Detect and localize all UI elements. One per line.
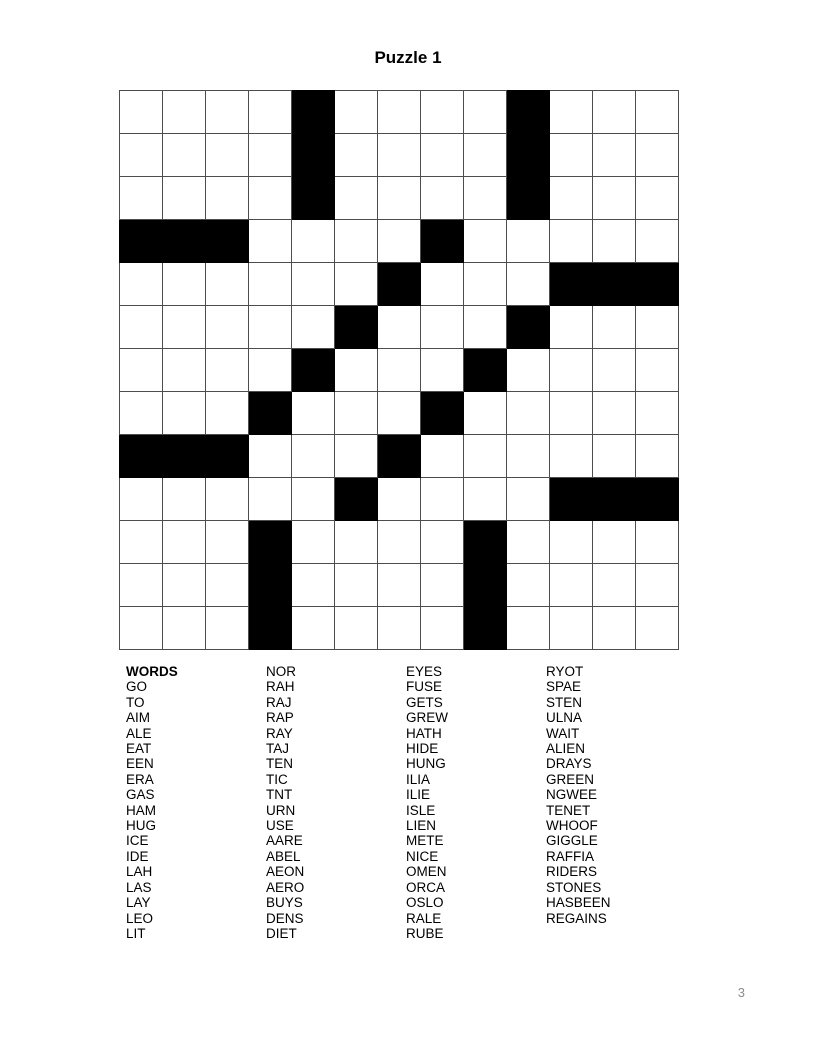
word-list-item: RUBE	[406, 925, 444, 941]
grid-cell-open[interactable]	[378, 392, 421, 435]
grid-cell-open[interactable]	[335, 263, 378, 306]
word-list-item: RIDERS	[546, 864, 598, 880]
word-list-item: ULNA	[546, 710, 583, 726]
grid-cell-block	[163, 435, 206, 478]
grid-cell-block	[163, 220, 206, 263]
word-list-item: TENET	[546, 802, 591, 818]
grid-row	[120, 392, 679, 435]
grid-cell-open[interactable]	[421, 177, 464, 220]
grid-cell-open[interactable]	[292, 220, 335, 263]
word-list-item: RYOT	[546, 664, 584, 679]
word-list-item: GIGGLE	[546, 833, 598, 849]
crossword-grid	[119, 90, 679, 650]
grid-cell-open[interactable]	[206, 349, 249, 392]
word-list-column	[266, 664, 406, 941]
grid-cell-block	[636, 263, 679, 306]
grid-cell-block	[120, 220, 163, 263]
grid-cell-open[interactable]	[636, 564, 679, 607]
grid-cell-open[interactable]	[335, 177, 378, 220]
word-list-item: ABEL	[266, 848, 301, 864]
grid-cell-open[interactable]	[120, 134, 163, 177]
grid-cell-open[interactable]	[464, 306, 507, 349]
grid-cell-open[interactable]	[120, 349, 163, 392]
grid-cell-block	[550, 478, 593, 521]
word-list-item: AEON	[266, 864, 305, 880]
grid-row	[120, 478, 679, 521]
word-list-item: DRAYS	[546, 756, 592, 772]
grid-cell-open[interactable]	[593, 91, 636, 134]
word-list-item: GREW	[406, 710, 448, 726]
grid-cell-open[interactable]	[550, 91, 593, 134]
grid-cell-open[interactable]	[292, 435, 335, 478]
grid-cell-block	[292, 349, 335, 392]
grid-cell-open[interactable]	[507, 220, 550, 263]
word-list-item: HIDE	[406, 741, 439, 757]
word-list-item: DIET	[266, 925, 297, 941]
word-list-column	[406, 664, 546, 941]
word-list-item: AARE	[266, 833, 303, 849]
grid-cell-open[interactable]	[120, 91, 163, 134]
grid-row	[120, 564, 679, 607]
word-list-item: TO	[126, 694, 145, 710]
word-list-item: WHOOF	[546, 818, 598, 834]
grid-cell-block	[249, 564, 292, 607]
grid-cell-open[interactable]	[335, 521, 378, 564]
grid-cell-open[interactable]	[636, 177, 679, 220]
grid-cell-open[interactable]	[249, 478, 292, 521]
grid-cell-open[interactable]	[292, 263, 335, 306]
word-list-item: RAY	[266, 725, 293, 741]
grid-cell-open[interactable]	[378, 220, 421, 263]
word-list-item: STEN	[546, 694, 583, 710]
grid-cell-block	[120, 435, 163, 478]
grid-cell-block	[421, 220, 464, 263]
grid-cell-open[interactable]	[206, 392, 249, 435]
word-list-item: WAIT	[546, 725, 580, 741]
grid-cell-open[interactable]	[163, 134, 206, 177]
grid-cell-open[interactable]	[378, 521, 421, 564]
grid-cell-open[interactable]	[421, 607, 464, 650]
grid-cell-block	[421, 392, 464, 435]
word-list-item: HASBEEN	[546, 895, 611, 911]
grid-cell-open[interactable]	[120, 306, 163, 349]
grid-cell-block	[636, 478, 679, 521]
grid-cell-block	[378, 435, 421, 478]
grid-cell-open[interactable]	[593, 521, 636, 564]
grid-cell-open[interactable]	[550, 220, 593, 263]
grid-cell-open[interactable]	[464, 435, 507, 478]
grid-cell-block	[249, 392, 292, 435]
grid-cell-open[interactable]	[507, 478, 550, 521]
word-list-item: EEN	[126, 756, 154, 772]
grid-cell-open[interactable]	[550, 564, 593, 607]
grid-cell-block	[593, 263, 636, 306]
grid-cell-open[interactable]	[163, 521, 206, 564]
grid-cell-open[interactable]	[163, 263, 206, 306]
grid-cell-open[interactable]	[507, 564, 550, 607]
grid-row	[120, 435, 679, 478]
grid-cell-open[interactable]	[464, 392, 507, 435]
grid-cell-open[interactable]	[550, 306, 593, 349]
grid-cell-open[interactable]	[593, 392, 636, 435]
grid-cell-open[interactable]	[464, 134, 507, 177]
word-list-item: REGAINS	[546, 910, 607, 926]
grid-cell-block	[464, 521, 507, 564]
grid-cell-block	[507, 306, 550, 349]
grid-cell-open[interactable]	[163, 564, 206, 607]
grid-cell-open[interactable]	[464, 91, 507, 134]
grid-cell-open[interactable]	[421, 478, 464, 521]
word-list-item: ILIA	[406, 771, 431, 787]
grid-cell-open[interactable]	[335, 134, 378, 177]
grid-cell-open[interactable]	[249, 91, 292, 134]
grid-cell-open[interactable]	[378, 607, 421, 650]
grid-cell-open[interactable]	[507, 392, 550, 435]
grid-cell-open[interactable]	[378, 564, 421, 607]
grid-cell-open[interactable]	[636, 392, 679, 435]
word-list-item: FUSE	[406, 679, 443, 695]
grid-cell-open[interactable]	[421, 306, 464, 349]
word-list-item: URN	[266, 802, 296, 818]
grid-cell-open[interactable]	[421, 91, 464, 134]
grid-cell-open[interactable]	[120, 564, 163, 607]
grid-row	[120, 220, 679, 263]
grid-row	[120, 349, 679, 392]
grid-cell-open[interactable]	[206, 607, 249, 650]
word-list-item: HATH	[406, 725, 442, 741]
grid-cell-open[interactable]	[636, 435, 679, 478]
grid-cell-open[interactable]	[335, 564, 378, 607]
grid-row	[120, 263, 679, 306]
grid-cell-block	[292, 177, 335, 220]
grid-cell-open[interactable]	[163, 478, 206, 521]
grid-cell-open[interactable]	[550, 392, 593, 435]
grid-cell-open[interactable]	[636, 306, 679, 349]
word-list-item: METE	[406, 833, 444, 849]
grid-cell-open[interactable]	[507, 607, 550, 650]
grid-cell-block	[550, 263, 593, 306]
word-list-item: TIC	[266, 771, 288, 787]
grid-row	[120, 134, 679, 177]
word-list-item: LEO	[126, 910, 154, 926]
word-list-item: GO	[126, 679, 148, 695]
word-list-item: RALE	[406, 910, 442, 926]
grid-cell-open[interactable]	[120, 521, 163, 564]
word-list-item: ORCA	[406, 879, 446, 895]
grid-cell-open[interactable]	[206, 134, 249, 177]
grid-cell-open[interactable]	[206, 177, 249, 220]
word-list-item: LAY	[126, 895, 151, 911]
grid-cell-open[interactable]	[120, 478, 163, 521]
grid-cell-open[interactable]	[163, 607, 206, 650]
grid-cell-open[interactable]	[636, 521, 679, 564]
grid-cell-open[interactable]	[335, 392, 378, 435]
grid-cell-open[interactable]	[120, 177, 163, 220]
grid-cell-open[interactable]	[206, 521, 249, 564]
grid-cell-open[interactable]	[249, 306, 292, 349]
grid-cell-open[interactable]	[249, 349, 292, 392]
grid-cell-open[interactable]	[249, 134, 292, 177]
word-list-heading: WORDS	[126, 664, 178, 679]
word-list-item: HAM	[126, 802, 156, 818]
grid-cell-block	[507, 91, 550, 134]
word-list-item: OMEN	[406, 864, 447, 880]
grid-cell-open[interactable]	[507, 521, 550, 564]
grid-cell-open[interactable]	[550, 435, 593, 478]
grid-cell-block	[292, 134, 335, 177]
grid-cell-open[interactable]	[550, 521, 593, 564]
word-list-item: LAH	[126, 864, 153, 880]
word-list-item: GREEN	[546, 771, 595, 787]
crossword-grid-body	[120, 91, 679, 650]
word-list-item: AERO	[266, 879, 305, 895]
grid-cell-block	[378, 263, 421, 306]
grid-cell-open[interactable]	[636, 134, 679, 177]
word-list-column	[546, 664, 686, 926]
page-title: Puzzle 1	[374, 48, 442, 67]
grid-cell-block	[292, 91, 335, 134]
grid-cell-open[interactable]	[636, 349, 679, 392]
grid-cell-open[interactable]	[507, 263, 550, 306]
grid-cell-open[interactable]	[206, 306, 249, 349]
grid-cell-open[interactable]	[292, 607, 335, 650]
grid-cell-block	[206, 435, 249, 478]
grid-cell-open[interactable]	[292, 392, 335, 435]
word-list-item: LAS	[126, 879, 152, 895]
word-list-item: RAH	[266, 679, 295, 695]
grid-cell-open[interactable]	[249, 263, 292, 306]
grid-cell-open[interactable]	[378, 134, 421, 177]
grid-cell-block	[464, 564, 507, 607]
grid-cell-block	[464, 349, 507, 392]
grid-cell-open[interactable]	[593, 607, 636, 650]
grid-row	[120, 177, 679, 220]
grid-cell-open[interactable]	[378, 478, 421, 521]
grid-cell-open[interactable]	[249, 220, 292, 263]
grid-cell-open[interactable]	[421, 134, 464, 177]
grid-cell-open[interactable]	[464, 478, 507, 521]
word-list	[126, 664, 726, 941]
grid-cell-block	[507, 134, 550, 177]
word-list-item: LIEN	[406, 818, 437, 834]
word-list-item: ICE	[126, 833, 149, 849]
grid-cell-open[interactable]	[636, 607, 679, 650]
grid-cell-open[interactable]	[550, 607, 593, 650]
grid-cell-open[interactable]	[335, 91, 378, 134]
grid-cell-open[interactable]	[507, 435, 550, 478]
grid-cell-block	[335, 478, 378, 521]
word-list-column	[126, 664, 266, 941]
grid-cell-block	[335, 306, 378, 349]
grid-cell-open[interactable]	[593, 349, 636, 392]
grid-cell-open[interactable]	[335, 607, 378, 650]
word-list-item: ERA	[126, 771, 154, 787]
grid-row	[120, 607, 679, 650]
grid-cell-open[interactable]	[593, 220, 636, 263]
grid-cell-open[interactable]	[378, 177, 421, 220]
word-list-item: RAFFIA	[546, 848, 595, 864]
grid-cell-open[interactable]	[120, 392, 163, 435]
word-list-item: GETS	[406, 694, 443, 710]
grid-cell-open[interactable]	[421, 564, 464, 607]
word-list-item: ALIEN	[546, 741, 586, 757]
word-list-item: NGWEE	[546, 787, 598, 803]
grid-cell-open[interactable]	[593, 435, 636, 478]
grid-cell-open[interactable]	[163, 306, 206, 349]
word-list-item: IDE	[126, 848, 149, 864]
crossword-grid-table	[119, 90, 679, 650]
grid-cell-open[interactable]	[550, 134, 593, 177]
word-list-item: RAJ	[266, 694, 292, 710]
grid-cell-open[interactable]	[120, 607, 163, 650]
grid-cell-open[interactable]	[636, 220, 679, 263]
grid-cell-open[interactable]	[206, 263, 249, 306]
grid-row	[120, 91, 679, 134]
grid-cell-open[interactable]	[421, 349, 464, 392]
grid-cell-open[interactable]	[206, 564, 249, 607]
grid-cell-open[interactable]	[206, 91, 249, 134]
grid-cell-open[interactable]	[421, 263, 464, 306]
grid-cell-block	[464, 607, 507, 650]
word-list-item: SPAE	[546, 679, 582, 695]
word-list-item: TAJ	[266, 741, 289, 757]
grid-row	[120, 306, 679, 349]
grid-cell-open[interactable]	[335, 220, 378, 263]
grid-cell-block	[593, 478, 636, 521]
grid-cell-open[interactable]	[378, 349, 421, 392]
grid-cell-open[interactable]	[550, 177, 593, 220]
grid-cell-block	[249, 607, 292, 650]
word-list-item: TNT	[266, 787, 293, 803]
grid-cell-open[interactable]	[464, 220, 507, 263]
grid-cell-open[interactable]	[378, 306, 421, 349]
word-list-item: DENS	[266, 910, 304, 926]
grid-cell-open[interactable]	[163, 392, 206, 435]
word-list-item: ILIE	[406, 787, 431, 803]
word-list-item: HUNG	[406, 756, 446, 772]
grid-cell-open[interactable]	[464, 263, 507, 306]
grid-cell-open[interactable]	[249, 177, 292, 220]
grid-cell-open[interactable]	[421, 521, 464, 564]
grid-cell-open[interactable]	[593, 177, 636, 220]
page-number: 3	[737, 985, 745, 1000]
word-list-item: AIM	[126, 710, 151, 726]
grid-cell-open[interactable]	[335, 349, 378, 392]
grid-cell-block	[249, 521, 292, 564]
word-list-item: LIT	[126, 925, 146, 941]
word-list-item: STONES	[546, 879, 602, 895]
grid-cell-open[interactable]	[421, 435, 464, 478]
grid-cell-block	[206, 220, 249, 263]
grid-cell-open[interactable]	[292, 306, 335, 349]
grid-cell-open[interactable]	[163, 349, 206, 392]
grid-cell-open[interactable]	[550, 349, 593, 392]
word-list-item: NOR	[266, 664, 296, 679]
word-list-item: BUYS	[266, 895, 303, 911]
word-list-item: GAS	[126, 787, 155, 803]
word-list-item: RAP	[266, 710, 294, 726]
grid-cell-open[interactable]	[120, 263, 163, 306]
grid-row	[120, 521, 679, 564]
word-list-item: EAT	[126, 741, 152, 757]
grid-cell-open[interactable]	[292, 478, 335, 521]
grid-cell-open[interactable]	[163, 91, 206, 134]
word-list-item: EYES	[406, 664, 443, 679]
grid-cell-open[interactable]	[335, 435, 378, 478]
word-list-item: TEN	[266, 756, 293, 772]
word-list-item: OSLO	[406, 895, 444, 911]
grid-cell-open[interactable]	[593, 564, 636, 607]
grid-cell-open[interactable]	[249, 435, 292, 478]
grid-cell-open[interactable]	[378, 91, 421, 134]
grid-cell-open[interactable]	[292, 564, 335, 607]
grid-cell-open[interactable]	[507, 349, 550, 392]
grid-cell-open[interactable]	[206, 478, 249, 521]
word-list-item: ALE	[126, 725, 152, 741]
word-list-item: HUG	[126, 818, 156, 834]
grid-cell-open[interactable]	[636, 91, 679, 134]
word-list-item: NICE	[406, 848, 439, 864]
grid-cell-open[interactable]	[292, 521, 335, 564]
grid-cell-block	[507, 177, 550, 220]
grid-cell-open[interactable]	[163, 177, 206, 220]
grid-cell-open[interactable]	[464, 177, 507, 220]
grid-cell-open[interactable]	[593, 134, 636, 177]
word-list-item: USE	[266, 818, 294, 834]
word-list-item: ISLE	[406, 802, 436, 818]
grid-cell-open[interactable]	[593, 306, 636, 349]
